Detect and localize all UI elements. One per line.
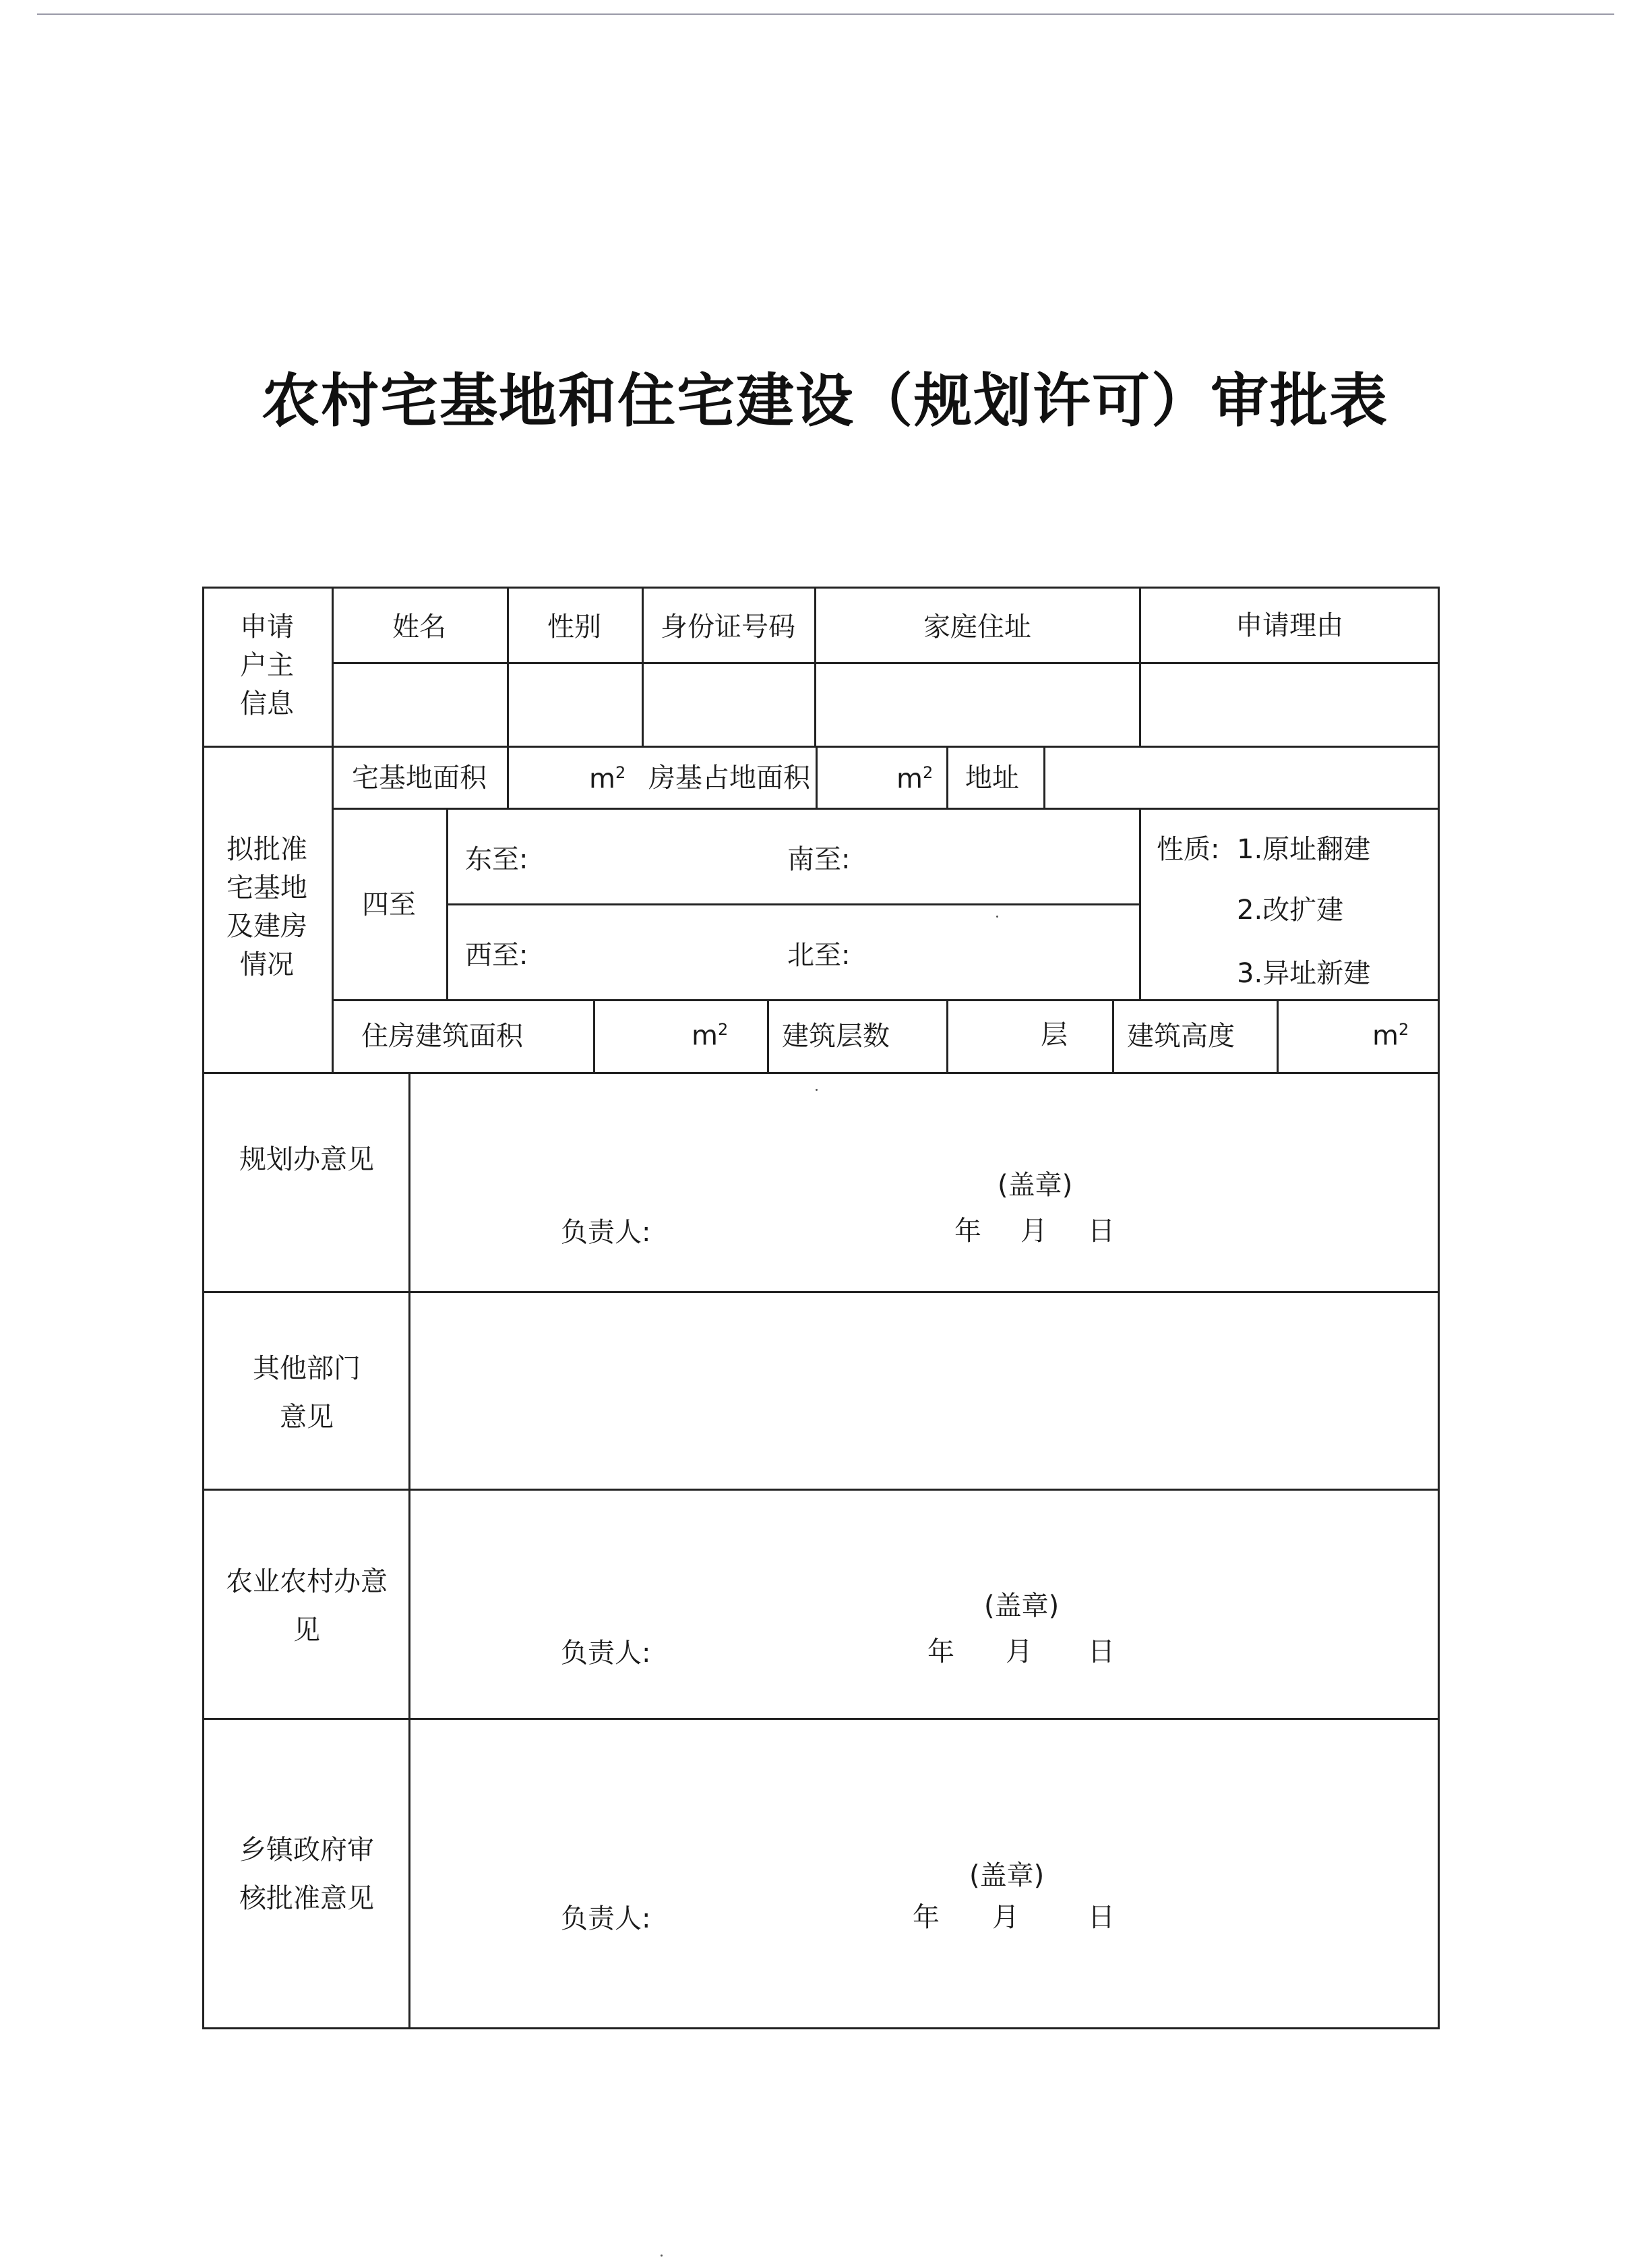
agri-day: 日 (1088, 1636, 1115, 1667)
site-address-field[interactable] (1045, 748, 1438, 806)
area-divider-2 (816, 746, 818, 808)
planning-seal: (盖章) (998, 1170, 1073, 1201)
footprint-area-label: 房基占地面积 (648, 763, 810, 794)
nature-option-new-site[interactable]: 3.异址新建 (1237, 958, 1371, 989)
boundaries-label-divider (446, 808, 448, 999)
floors-unit: 层 (1041, 1019, 1068, 1050)
site-address-label: 地址 (965, 763, 1019, 794)
township-year: 年 (913, 1902, 940, 1933)
nature-option-rebuild[interactable]: 1.原址翻建 (1237, 834, 1371, 865)
header-reason: 申请理由 (1235, 610, 1343, 641)
label-line: 情况 (240, 949, 294, 980)
bottom-row-divider-3 (946, 999, 948, 1072)
township-month: 月 (992, 1902, 1019, 1933)
header-id-number: 身份证号码 (661, 611, 795, 643)
form-title: 农村宅基地和住宅建设（规划许可）审批表 (262, 367, 1388, 435)
boundaries-label: 四至 (362, 889, 416, 920)
agri-opinion-field[interactable] (410, 1491, 1438, 1717)
area-divider-1 (507, 746, 509, 808)
bottom-row-divider-5 (1277, 999, 1279, 1072)
label-line: 申请 (240, 611, 294, 643)
agri-seal: (盖章) (984, 1590, 1060, 1621)
township-opinion-label (206, 1826, 408, 1923)
nature-divider (1139, 808, 1141, 999)
agri-person-label: 负责人: (561, 1638, 651, 1669)
floors-label: 建筑层数 (782, 1021, 890, 1052)
unit-m: m (589, 763, 615, 795)
bottom-row-divider-4 (1112, 999, 1114, 1072)
unit-exp: 2 (1398, 1020, 1409, 1039)
nature-option-expand[interactable]: 2.改扩建 (1237, 895, 1344, 926)
label-line: 其他部门 (253, 1353, 361, 1384)
name-field[interactable] (334, 664, 506, 744)
planning-year: 年 (954, 1216, 981, 1247)
homestead-area-label: 宅基地面积 (352, 763, 487, 794)
homestead-area-unit (589, 763, 626, 795)
other-dept-opinion-field[interactable] (410, 1293, 1438, 1487)
other-dept-opinion-label (206, 1344, 408, 1441)
agri-opinion-label (206, 1557, 408, 1654)
label-line: 意见 (280, 1402, 334, 1433)
label-line: 农业农村办意 (226, 1566, 388, 1597)
label-line: 及建房 (226, 911, 307, 942)
label-line: 信息 (240, 688, 294, 719)
label-line: 见 (293, 1615, 320, 1646)
area-divider-3 (946, 746, 948, 808)
floor-area-unit (692, 1020, 729, 1052)
bottom-row-divider-2 (767, 999, 769, 1072)
township-seal: (盖章) (969, 1860, 1045, 1891)
gender-field[interactable] (509, 664, 640, 744)
township-person-label: 负责人: (561, 1903, 651, 1934)
scan-speck (996, 916, 998, 918)
unit-m: m (692, 1020, 718, 1052)
reason-field[interactable] (1141, 664, 1438, 744)
agri-month: 月 (1006, 1636, 1033, 1667)
footprint-area-unit (896, 763, 934, 795)
address-field[interactable] (816, 664, 1138, 744)
applicant-section-label (216, 608, 317, 723)
unit-exp: 2 (922, 763, 934, 782)
planning-person-label: 负责人: (561, 1217, 651, 1248)
header-address: 家庭住址 (923, 611, 1031, 643)
unit-m: m (1372, 1020, 1399, 1052)
west-label: 西至: (465, 940, 528, 971)
boundaries-mid-line (446, 903, 1139, 905)
scan-speck (661, 2255, 663, 2257)
township-opinion-field[interactable] (410, 1720, 1438, 2027)
south-label: 南至: (787, 844, 851, 875)
height-unit (1372, 1020, 1409, 1052)
area-row-line (332, 808, 1440, 810)
boundaries-bottom-line (332, 999, 1440, 1001)
planning-day: 日 (1088, 1216, 1115, 1247)
unit-exp: 2 (615, 763, 626, 782)
label-line: 户主 (240, 650, 294, 681)
header-gender: 性别 (547, 611, 601, 643)
agri-year: 年 (927, 1636, 954, 1667)
id-number-field[interactable] (644, 664, 813, 744)
label-line: 拟批准 (226, 834, 307, 865)
north-label: 北至: (787, 940, 851, 971)
east-label: 东至: (465, 844, 528, 875)
bottom-row-divider-1 (593, 999, 595, 1072)
header-name: 姓名 (392, 611, 446, 643)
nature-label: 性质: (1157, 834, 1220, 865)
label-line: 宅基地 (226, 872, 307, 903)
approval-form-table (202, 587, 1440, 2029)
unit-exp: 2 (717, 1020, 729, 1039)
floor-area-label: 住房建筑面积 (361, 1021, 523, 1052)
site-section-label (216, 831, 317, 984)
unit-m: m (896, 763, 923, 795)
planning-month: 月 (1020, 1216, 1047, 1247)
scan-speck (816, 1089, 818, 1091)
township-day: 日 (1088, 1902, 1115, 1933)
planning-opinion-field[interactable] (410, 1074, 1438, 1290)
label-line: 乡镇政府审 (239, 1834, 374, 1866)
height-label: 建筑高度 (1127, 1021, 1235, 1052)
top-scan-line (37, 13, 1614, 15)
label-column-line (332, 587, 334, 1072)
planning-opinion-label: 规划办意见 (239, 1144, 374, 1175)
label-line: 核批准意见 (239, 1883, 374, 1914)
